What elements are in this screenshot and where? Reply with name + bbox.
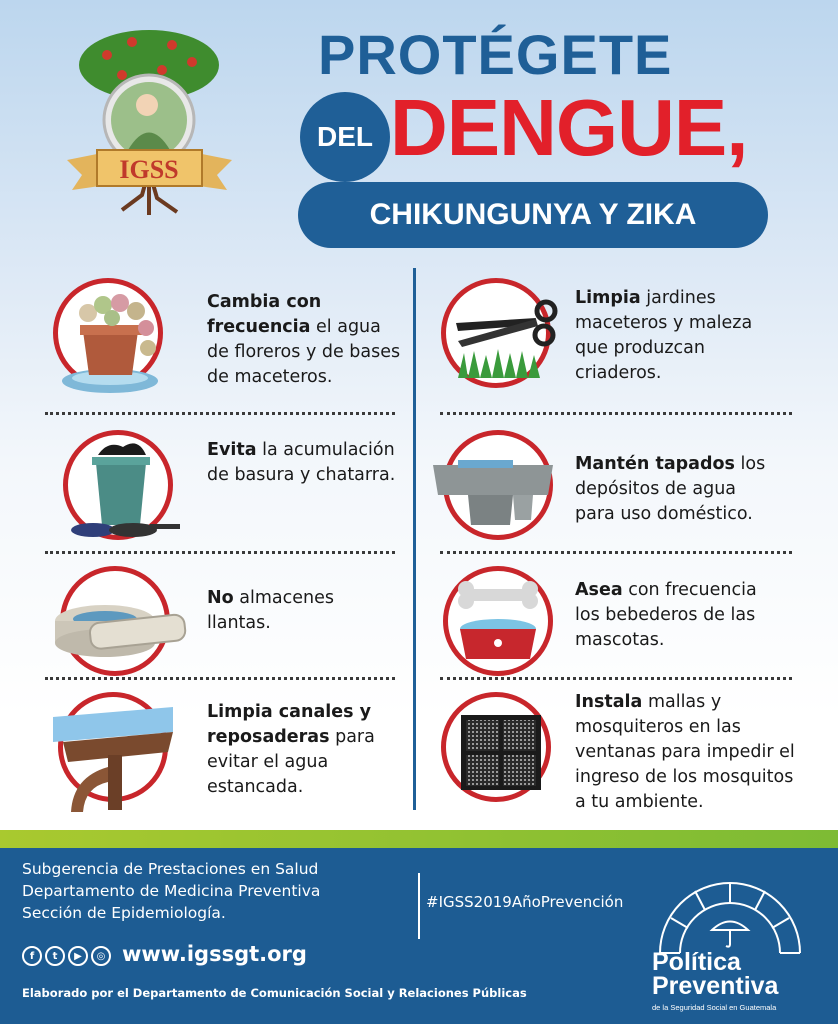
- column-divider: [413, 268, 416, 810]
- politica-preventiva-wordmark: [652, 950, 778, 998]
- tip-text-right-4: [575, 690, 805, 815]
- footer-department: [22, 858, 320, 924]
- subtitle-pill: CHIKUNGUNYA Y ZIKA: [298, 182, 768, 248]
- title-line-2: DENGUE,: [390, 83, 748, 172]
- tip-text-left-3: [207, 586, 357, 636]
- tip-rest: jardines maceteros y maleza que produzcan criaderos.: [575, 288, 753, 383]
- twitter-icon[interactable]: t: [45, 946, 65, 966]
- tip-bold: Mantén tapados: [575, 454, 735, 474]
- pp-line: Preventiva: [652, 972, 779, 1000]
- tip-bold: No: [207, 588, 234, 608]
- tip-text-left-4: [207, 700, 397, 800]
- title-del-circle: DEL: [300, 92, 390, 182]
- flowerpot-icon: [53, 278, 163, 388]
- dotted-separator: [45, 412, 395, 415]
- igss-logo-text: IGSS: [119, 155, 179, 184]
- igss-logo: [62, 20, 237, 220]
- tip-text-right-3: [575, 578, 775, 653]
- instagram-icon[interactable]: ◎: [91, 946, 111, 966]
- tip-rest: la acumulación de basura y chatarra.: [207, 440, 396, 485]
- pet-bowl-icon: [443, 566, 553, 676]
- tip-rest: para evitar el agua estancada.: [207, 727, 375, 797]
- trash-can-icon: [63, 430, 173, 540]
- hashtag: #IGSS2019AñoPrevención: [426, 893, 624, 911]
- tip-bold: Limpia: [575, 288, 641, 308]
- tip-bold: Instala: [575, 692, 643, 712]
- tip-bold: Cambia con frecuencia: [207, 292, 322, 337]
- tip-text-right-1: [575, 286, 775, 386]
- water-tank-icon: [443, 430, 553, 540]
- tip-rest: los depósitos de agua para uso doméstico.: [575, 454, 766, 524]
- tip-rest: mallas y mosquiteros en las ventanas para impedir el ingreso de los mosquitos a tu ambiente.: [575, 692, 795, 812]
- tip-text-right-2: [575, 452, 775, 527]
- pp-line: Política: [652, 948, 741, 976]
- tip-text-left-1: [207, 290, 407, 390]
- green-band: [0, 830, 838, 848]
- tires-icon: [60, 566, 170, 676]
- dotted-separator: [440, 412, 792, 415]
- footer-line: Departamento de Medicina Preventiva: [22, 882, 321, 900]
- tip-rest: almacenes llantas.: [207, 588, 334, 633]
- tip-bold: Limpia canales y reposaderas: [207, 702, 372, 747]
- credit-text: Elaborado por el Departamento de Comunicación Social y Relaciones Públicas: [22, 986, 527, 1000]
- pp-tagline: de la Seguridad Social en Guatemala: [652, 1003, 777, 1012]
- footer-line: Sección de Epidemiología.: [22, 904, 226, 922]
- tip-rest: el agua de floreros y de bases de maceteros.: [207, 317, 401, 387]
- tip-text-left-2: [207, 438, 397, 488]
- youtube-icon[interactable]: ▶: [68, 946, 88, 966]
- tip-bold: Asea: [575, 580, 623, 600]
- tip-bold: Evita: [207, 440, 257, 460]
- title-line-1: PROTÉGETE: [318, 23, 673, 86]
- facebook-icon[interactable]: f: [22, 946, 42, 966]
- gutter-icon: [58, 692, 168, 802]
- tip-rest: con frecuencia los bebederos de las mascotas.: [575, 580, 757, 650]
- scissors-icon: [441, 278, 551, 388]
- mosquito-net-icon: [441, 692, 551, 802]
- footer-divider: [418, 873, 420, 939]
- footer-line: Subgerencia de Prestaciones en Salud: [22, 860, 319, 878]
- website-link[interactable]: www.igssgt.org: [122, 942, 307, 966]
- social-icons: [22, 946, 111, 966]
